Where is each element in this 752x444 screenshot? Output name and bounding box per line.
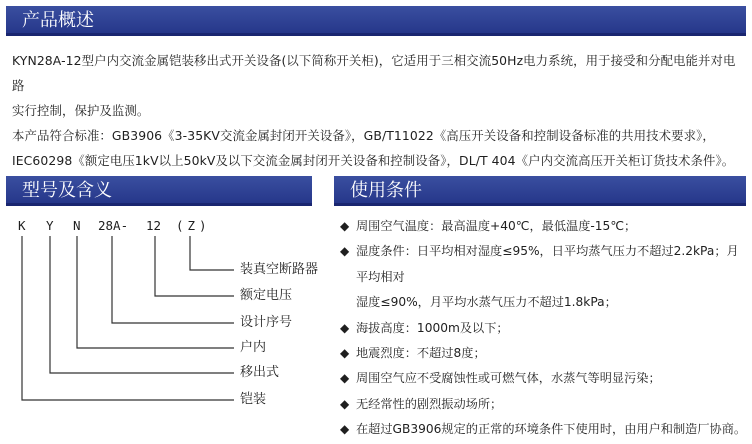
code-y: Y: [46, 218, 54, 233]
condition-item: [340, 366, 748, 391]
bullet-icon: ◆: [340, 320, 350, 335]
condition-item: [340, 316, 748, 341]
model-section-header: [6, 176, 312, 206]
bullet-icon: ◆: [340, 244, 350, 259]
condition-text: 无经常性的剧烈振动场所；: [356, 396, 503, 411]
overview-para2-line2: IEC60298《额定电压1kV以上50kV及以下交流金属封闭开关设备和控制设备》，DL/T 404《户内交流高压开关柜订货技术条件》。: [12, 153, 735, 168]
meaning-vacuum-breaker: 装真空断路器: [240, 262, 319, 277]
meaning-indoor: 户内: [240, 340, 267, 355]
condition-text-cont: 湿度≤90%，月平均水蒸气压力不超过1.8kPa；: [356, 295, 617, 310]
model-code-diagram: [0, 212, 330, 444]
bullet-icon: ◆: [340, 422, 350, 437]
overview-para2-line1: 本产品符合标准：GB3906《3-35KV交流金属封闭开关设备》，GB/T11022《高压开关设备和控制设备标准的共用技术要求》，: [12, 128, 715, 143]
meaning-withdrawable: 移出式: [240, 365, 280, 380]
overview-title: 产品概述: [22, 10, 94, 31]
code-z: (Z): [176, 218, 211, 233]
code-n: N: [73, 218, 81, 233]
condition-item: [340, 239, 748, 315]
conditions-list: [340, 214, 748, 443]
condition-text: 湿度条件：日平均相对湿度≤95%，日平均蒸气压力不超过2.2kPa；月平均相对: [356, 244, 739, 284]
condition-item: [340, 214, 748, 239]
meaning-design-serial: 设计序号: [240, 315, 293, 330]
code-12: 12: [146, 218, 162, 233]
condition-item: [340, 417, 748, 442]
meaning-armored: 铠装: [240, 392, 267, 407]
conditions-title: 使用条件: [350, 180, 422, 201]
condition-text: 地震烈度：不超过8度；: [356, 346, 486, 361]
condition-text: 周围空气应不受腐蚀性或可燃气体，水蒸气等明显污染；: [356, 371, 661, 386]
bullet-icon: ◆: [340, 219, 350, 233]
overview-text: [12, 48, 740, 173]
overview-para1-line2: 实行控制，保护及监测。: [12, 103, 150, 118]
condition-item: [340, 341, 748, 366]
condition-text: 在超过GB3906规定的正常的环境条件下使用时，由用户和制造厂协商。: [356, 422, 747, 437]
overview-section-header: [6, 6, 746, 36]
overview-para1-line1: KYN28A-12型户内交流金属铠装移出式开关设备(以下简称开关柜)，它适用于三相交流50Hz电力系统，用于接受和分配电能并对电路: [12, 53, 736, 93]
bullet-icon: ◆: [340, 396, 350, 411]
meaning-rated-voltage: 额定电压: [240, 288, 293, 303]
bullet-icon: ◆: [340, 371, 350, 386]
bullet-icon: ◆: [340, 346, 350, 361]
model-title: 型号及含义: [22, 180, 112, 201]
condition-item: [340, 392, 748, 417]
code-28a: 28A-: [98, 218, 129, 233]
conditions-section-header: [334, 176, 746, 206]
condition-text: 海拔高度：1000m及以下；: [356, 320, 509, 335]
condition-text: 周围空气温度：最高温度+40℃，最低温度-15℃；: [356, 219, 637, 233]
code-k: K: [18, 218, 26, 233]
